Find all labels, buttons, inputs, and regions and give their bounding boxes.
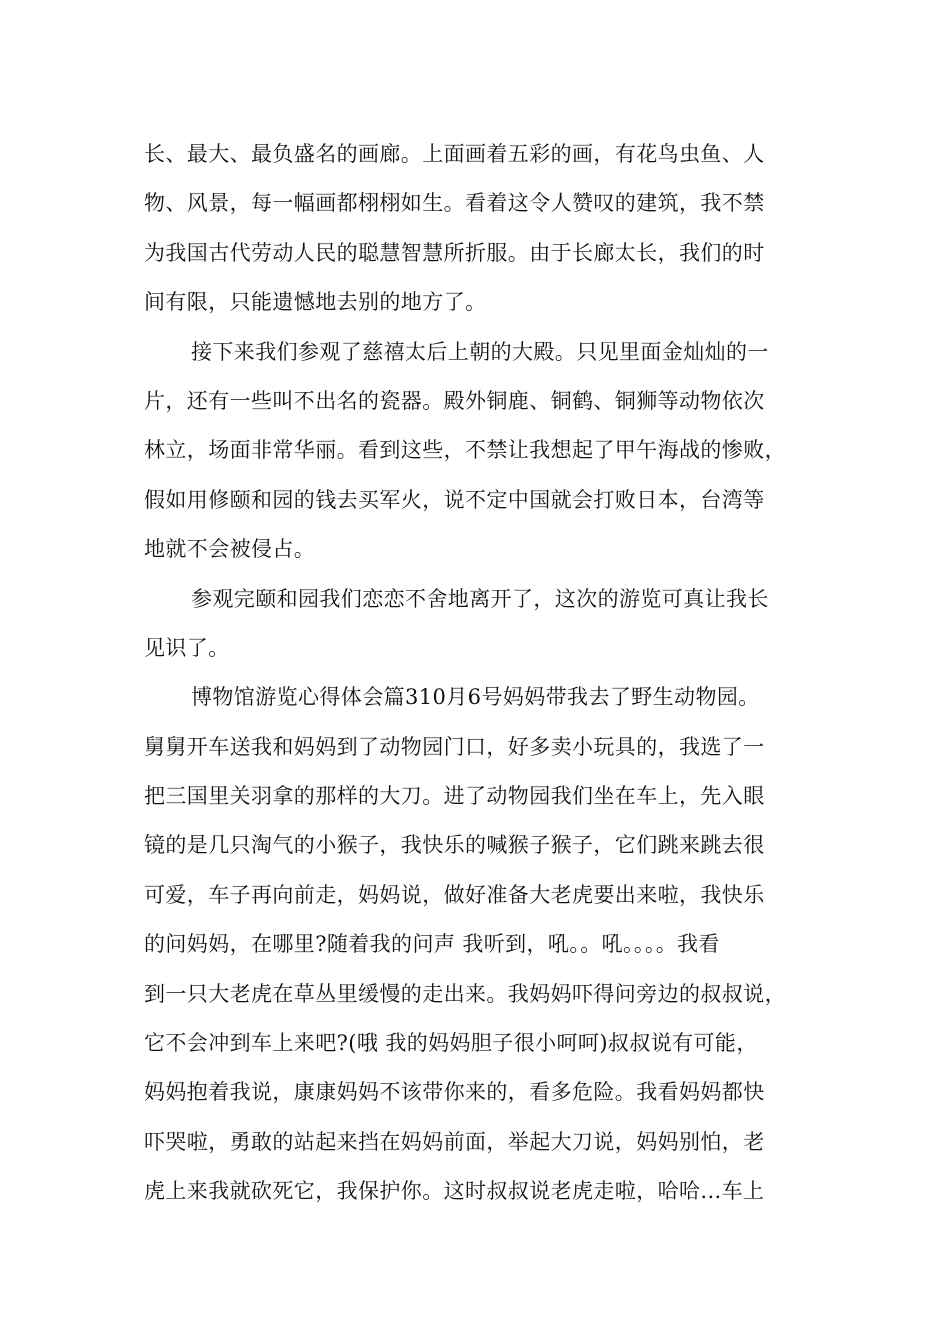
text-line: 假如用修颐和园的钱去买军火，说不定中国就会打败日本，台湾等 (144, 487, 765, 512)
text-line: 地就不会被侵占。 (144, 537, 316, 562)
text-line: 接下来我们参观了慈禧太后上朝的大殿。只见里面金灿灿的一 (191, 339, 769, 364)
body-text (144, 130, 844, 1217)
text-line: 镜的是几只淘气的小猴子，我快乐的喊猴子猴子，它们跳来跳去很 (144, 833, 765, 858)
text-line: 物、风景，每一幅画都栩栩如生。看着这令人赞叹的建筑，我不禁 (144, 191, 765, 216)
text-line: 舅舅开车送我和妈妈到了动物园门口，好多卖小玩具的，我选了一 (144, 734, 765, 759)
text-line: 把三国里关羽拿的那样的大刀。进了动物园我们坐在车上，先入眼 (144, 784, 765, 809)
text-line: 博物馆游览心得体会篇310月6号妈妈带我去了野生动物园。 (191, 685, 760, 710)
text-line: 长、最大、最负盛名的画廊。上面画着五彩的画，有花鸟虫鱼、人 (144, 142, 765, 166)
text-line: 可爱，车子再向前走，妈妈说，做好准备大老虎要出来啦，我快乐 (144, 882, 765, 907)
text-line: 吓哭啦，勇敢的站起来挡在妈妈前面，举起大刀说，妈妈别怕，老 (144, 1129, 765, 1154)
text-line: 它不会冲到车上来吧?(哦 我的妈妈胆子很小呵呵)叔叔说有可能， (144, 1031, 758, 1056)
text-line: 的问妈妈，在哪里?随着我的问声 我听到，吼。。吼。。。。我看 (144, 932, 720, 957)
text-line: 妈妈抱着我说，康康妈妈不该带你来的，看多危险。我看妈妈都快 (144, 1080, 765, 1105)
text-line: 林立，场面非常华丽。看到这些，不禁让我想起了甲午海战的惨败， (144, 438, 786, 463)
text-line: 到一只大老虎在草丛里缓慢的走出来。我妈妈吓得问旁边的叔叔说， (144, 981, 786, 1006)
text-line: 间有限，只能遗憾地去别的地方了。 (144, 290, 487, 315)
text-line: 片，还有一些叫不出名的瓷器。殿外铜鹿、铜鹤、铜狮等动物依次 (144, 388, 765, 413)
text-line: 见识了。 (144, 635, 230, 660)
text-line: 参观完颐和园我们恋恋不舍地离开了，这次的游览可真让我长 (191, 586, 769, 611)
text-line: 虎上来我就砍死它，我保护你。这时叔叔说老虎走啦，哈哈...车上 (144, 1179, 765, 1204)
text-line: 为我国古代劳动人民的聪慧智慧所折服。由于长廊太长，我们的时 (144, 240, 765, 265)
